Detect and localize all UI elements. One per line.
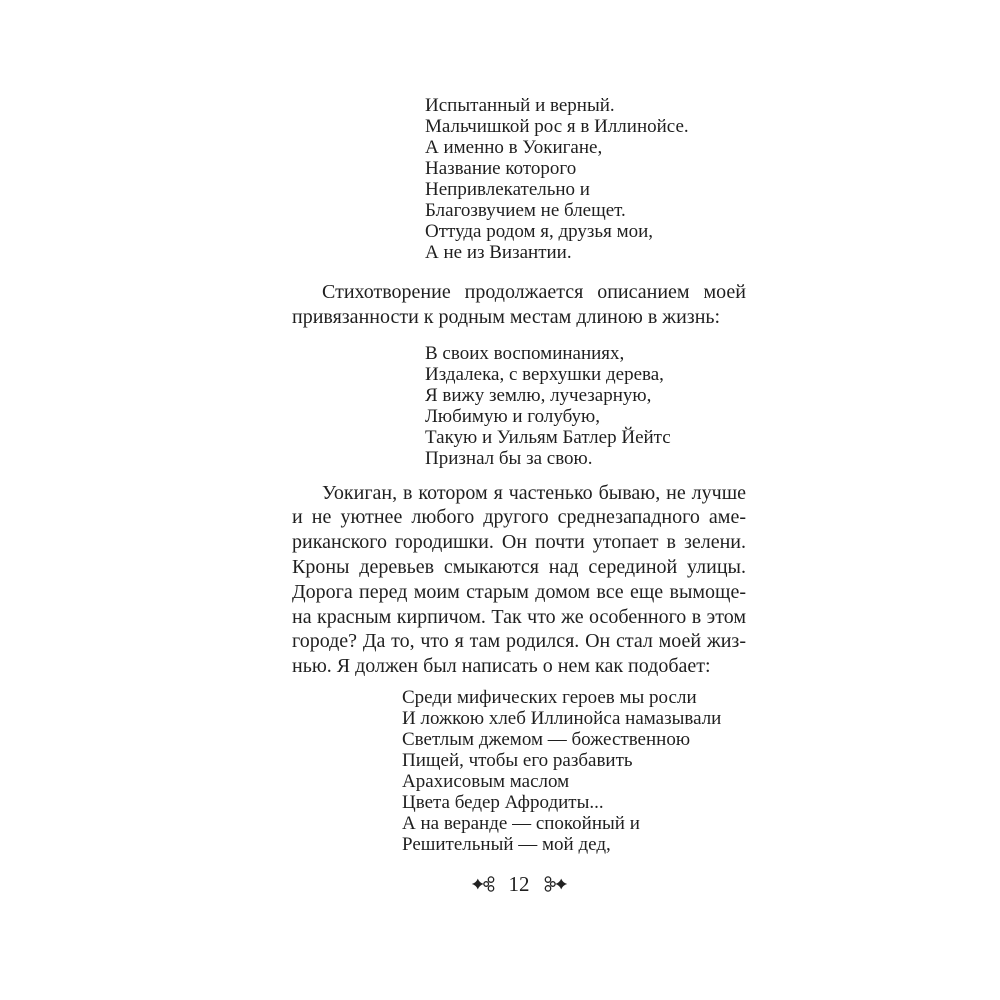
verse-excerpt-2 [425, 343, 746, 469]
prose-line: городе? Да то, что я там родился. Он стал моей жиз- [292, 630, 746, 653]
verse-line: Пищей, чтобы его разбавить [402, 749, 633, 771]
fleuron-arrow-right-icon [541, 875, 568, 893]
verse-line: Название которого [425, 158, 577, 179]
verse-excerpt-3 [402, 687, 746, 855]
prose-line: Уокиган, в котором я частенько бываю, не лучше [322, 481, 746, 504]
verse-line: Оттуда родом я, друзья мои, [425, 221, 654, 242]
verse-line: Непривлекательно и [425, 179, 590, 200]
prose-line: Кроны деревьев смыкаются над серединой улицы. [292, 555, 746, 578]
verse-line: Испытанный и верный. [425, 95, 615, 116]
prose-line: и не уютнее любого другого среднезападного аме- [292, 506, 746, 529]
prose-paragraph-1 [292, 280, 746, 330]
verse-line: Цвета бедер Афродиты... [402, 791, 604, 813]
verse-line: Мальчишкой рос я в Иллинойсе. [425, 116, 689, 137]
verse-line: Любимую и голубую, [425, 405, 600, 427]
page-footer [292, 871, 746, 897]
page-number: 12 [508, 872, 530, 896]
prose-line: Стихотворение продолжается описанием моей [322, 281, 746, 303]
prose-line: Дорога перед моим старым домом все еще вымоще- [292, 580, 746, 603]
text-block [292, 95, 746, 855]
fleuron-arrow-left-icon [471, 875, 498, 893]
prose-line: нью. Я должен был написать о нем как подобает: [292, 655, 711, 678]
verse-line: А не из Византии. [425, 242, 572, 263]
verse-line: Я вижу землю, лучезарную, [425, 384, 652, 406]
verse-line: И ложкою хлеб Иллинойса намазывали [402, 707, 722, 729]
verse-line: Арахисовым маслом [402, 770, 570, 792]
verse-line: Среди мифических героев мы росли [402, 686, 697, 708]
verse-line: А именно в Уокигане, [425, 137, 603, 158]
verse-excerpt-1 [425, 95, 746, 263]
verse-line: Признал бы за свою. [425, 447, 593, 469]
prose-paragraph-2 [292, 481, 746, 679]
prose-line: на красным кирпичом. Так что же особенного в этом [292, 605, 746, 628]
verse-line: Светлым джемом — божественною [402, 728, 691, 750]
prose-line: риканского городишки. Он почти утопает в зелени. [292, 531, 746, 554]
verse-line: Решительный — мой дед, [402, 833, 611, 855]
verse-line: В своих воспоминаниях, [425, 342, 625, 364]
verse-line: А на веранде — спокойный и [402, 812, 640, 834]
verse-line: Благозвучием не блещет. [425, 200, 626, 221]
verse-line: Издалека, с верхушки дерева, [425, 363, 664, 385]
verse-line: Такую и Уильям Батлер Йейтс [425, 426, 671, 448]
prose-line: привязанности к родным местам длиною в жизнь: [292, 305, 721, 328]
